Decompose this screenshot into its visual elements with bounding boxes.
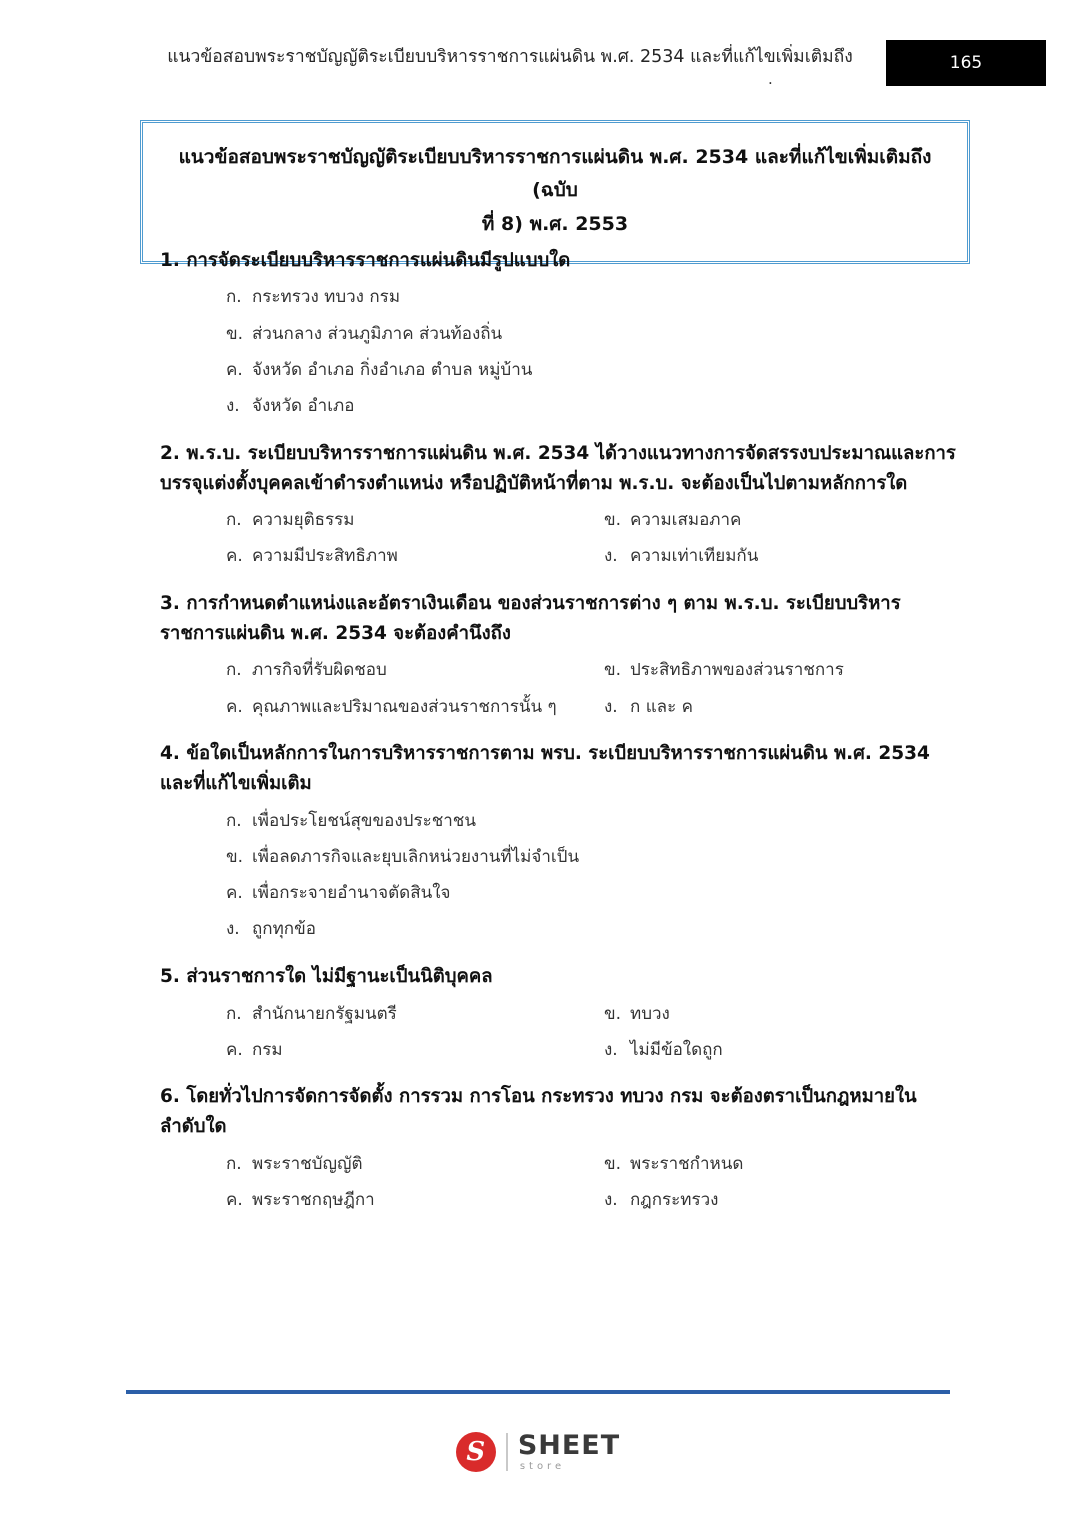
logo-wordmark	[518, 1432, 620, 1472]
choice-option[interactable]	[160, 1037, 600, 1064]
sheet-logo-icon: S	[456, 1432, 496, 1472]
choice-row	[160, 839, 960, 875]
choice-row	[160, 653, 960, 689]
choice-label: ข.	[604, 510, 622, 531]
choice-label: ง.	[604, 1190, 618, 1210]
choice-option[interactable]	[600, 694, 960, 721]
choice-label: ค.	[226, 1039, 243, 1060]
choice-option[interactable]	[160, 393, 960, 420]
choice-text: กรม	[252, 1039, 283, 1060]
choice-text: พระราชกฤษฎีกา	[252, 1190, 375, 1210]
choice-option[interactable]	[160, 357, 960, 384]
choice-row	[160, 689, 960, 725]
choice-text: จังหวัด อำเภอ กิ่งอำเภอ ตำบล หมู่บ้าน	[252, 359, 533, 380]
choice-option[interactable]	[160, 507, 600, 534]
page-header	[0, 40, 1076, 86]
choice-option[interactable]	[160, 694, 600, 721]
choice-label: ง.	[226, 919, 240, 940]
choice-option[interactable]	[160, 1001, 600, 1028]
choice-label: ง.	[226, 396, 240, 417]
choice-option[interactable]	[160, 808, 960, 835]
logo-divider	[506, 1433, 508, 1471]
choice-label: ค.	[226, 546, 243, 567]
header-dot: .	[768, 70, 773, 88]
choice-option[interactable]	[600, 1037, 960, 1064]
question-text: 4. ข้อใดเป็นหลักการในการบริหารราชการตาม พรบ. ระเบียบบริหารราชการแผ่นดิน พ.ศ. 2534 และที่แก้ไขเพิ่มเติม	[160, 743, 930, 795]
choice-row	[160, 389, 960, 425]
choice-option[interactable]	[160, 916, 960, 943]
choice-label: ง.	[604, 696, 618, 717]
choice-row	[160, 1183, 960, 1219]
choice-text: กระทรวง ทบวง กรม	[252, 287, 401, 308]
choice-row	[160, 912, 960, 948]
choice-list	[160, 503, 960, 575]
question-text: 2. พ.ร.บ. ระเบียบบริหารราชการแผ่นดิน พ.ศ. 2534 ได้วางแนวทางการจัดสรรงบประมาณและการบรรจุแต่งตั้งบุคคลเข้าดำรงตำแหน่ง หรือปฏิบัติหน้าที่ตาม พ.ร.บ. จะต้องเป็นไปตามหลักการใด	[160, 442, 956, 494]
choice-label: ค.	[226, 696, 243, 717]
choice-option[interactable]	[600, 657, 960, 684]
choice-text: เพื่อลดภารกิจและยุบเลิกหน่วยงานที่ไม่จำเป็น	[252, 846, 580, 867]
choice-text: ความเท่าเทียมกัน	[630, 546, 759, 567]
choice-label: ง.	[604, 1039, 618, 1060]
question-text: 3. การกำหนดตำแหน่งและอัตราเงินเดือน ของส่วนราชการต่าง ๆ ตาม พ.ร.บ. ระเบียบบริหารราชการแผ่นดิน พ.ศ. 2534 จะต้องคำนึงถึง	[160, 593, 901, 644]
choice-option[interactable]	[160, 880, 960, 907]
choice-text: ความมีประสิทธิภาพ	[252, 546, 398, 567]
choice-list	[160, 803, 960, 948]
choice-text: เพื่อกระจายอำนาจตัดสินใจ	[252, 883, 451, 904]
choice-text: คุณภาพและปริมาณของส่วนราชการนั้น ๆ	[252, 696, 557, 717]
choice-label: ก.	[226, 510, 242, 531]
choice-text: ความยุติธรรม	[252, 510, 355, 531]
question-text: 1. การจัดระเบียบบริหารราชการแผ่นดินมีรูปแบบใด	[160, 250, 571, 271]
choice-label: ค.	[226, 1190, 243, 1210]
footer-divider	[126, 1390, 950, 1394]
choice-text: พระราชบัญญัติ	[252, 1153, 363, 1174]
choice-label: ง.	[604, 546, 618, 567]
choice-option[interactable]	[160, 844, 960, 871]
choice-option[interactable]	[160, 1151, 600, 1178]
choice-option[interactable]	[160, 543, 600, 570]
question-text: 6. โดยทั่วไปการจัดการจัดตั้ง การรวม การโอน กระทรวง ทบวง กรม จะต้องตราเป็นกฎหมายในลำดับใด	[160, 1086, 917, 1138]
choice-option[interactable]	[160, 321, 960, 348]
choice-list	[160, 1146, 960, 1218]
choice-label: ข.	[226, 846, 244, 867]
choice-option[interactable]	[600, 1187, 960, 1214]
choice-text: ไม่มีข้อใดถูก	[630, 1039, 723, 1060]
choice-text: ภารกิจที่รับผิดชอบ	[252, 660, 387, 681]
choice-label: ค.	[226, 883, 243, 904]
question-text: 5. ส่วนราชการใด ไม่มีฐานะเป็นนิติบุคคล	[160, 966, 493, 988]
choice-label: ค.	[226, 359, 243, 380]
choice-option[interactable]	[600, 1151, 960, 1178]
choice-text: กฎกระทรวง	[630, 1190, 719, 1210]
choice-text: ประสิทธิภาพของส่วนราชการ	[630, 660, 844, 681]
choice-label: ข.	[604, 1153, 622, 1174]
choice-row	[160, 1032, 960, 1068]
choice-list	[160, 653, 960, 725]
choice-label: ก.	[226, 1153, 242, 1174]
choice-row	[160, 1146, 960, 1182]
title-line-1: แนวข้อสอบพระราชบัญญัติระเบียบบริหารราชการแผ่นดิน พ.ศ. 2534 และที่แก้ไขเพิ่มเติมถึง (ฉบับ	[178, 146, 932, 202]
choice-label: ก.	[226, 810, 242, 831]
choice-label: ข.	[604, 1003, 622, 1024]
choice-label: ข.	[226, 323, 244, 344]
choice-list	[160, 996, 960, 1068]
choice-row	[160, 803, 960, 839]
choice-label: ก.	[226, 1003, 242, 1024]
choice-row	[160, 280, 960, 316]
choice-text: ความเสมอภาค	[630, 510, 742, 531]
choice-text: เพื่อประโยชน์สุขของประชาชน	[252, 810, 476, 831]
choice-option[interactable]	[600, 1001, 960, 1028]
choice-text: พระราชกำหนด	[630, 1153, 744, 1174]
document-title-box	[140, 120, 970, 264]
choice-row	[160, 503, 960, 539]
choice-row	[160, 352, 960, 388]
logo-main-text: SHEET	[517, 1430, 621, 1461]
choice-option[interactable]	[160, 1187, 600, 1214]
title-line-2: ที่ 8) พ.ศ. 2553	[481, 212, 629, 235]
choice-text: ก และ ค	[630, 696, 693, 717]
choice-label: ก.	[226, 287, 242, 308]
choice-row	[160, 996, 960, 1032]
choice-option[interactable]	[600, 507, 960, 534]
choice-option[interactable]	[160, 284, 960, 311]
choice-option[interactable]	[160, 657, 600, 684]
choice-row	[160, 316, 960, 352]
choice-label: ข.	[604, 660, 622, 681]
choice-text: ทบวง	[630, 1003, 670, 1024]
logo-sub-text: store	[519, 1461, 566, 1472]
page-number-badge: 165	[886, 40, 1046, 86]
choice-list	[160, 280, 960, 425]
choice-text: จังหวัด อำเภอ	[252, 396, 355, 417]
choice-text: สำนักนายกรัฐมนตรี	[252, 1003, 397, 1024]
running-header-title: แนวข้อสอบพระราชบัญญัติระเบียบบริหารราชการแผ่นดิน พ.ศ. 2534 และที่แก้ไขเพิ่มเติมถึง	[167, 47, 853, 67]
choice-text: ส่วนกลาง ส่วนภูมิภาค ส่วนท้องถิ่น	[252, 323, 503, 344]
questions-container	[160, 246, 960, 1219]
choice-label: ก.	[226, 660, 242, 681]
choice-row	[160, 876, 960, 912]
choice-option[interactable]	[600, 543, 960, 570]
choice-row	[160, 539, 960, 575]
footer-logo	[0, 1432, 1076, 1472]
choice-text: ถูกทุกข้อ	[252, 919, 316, 940]
